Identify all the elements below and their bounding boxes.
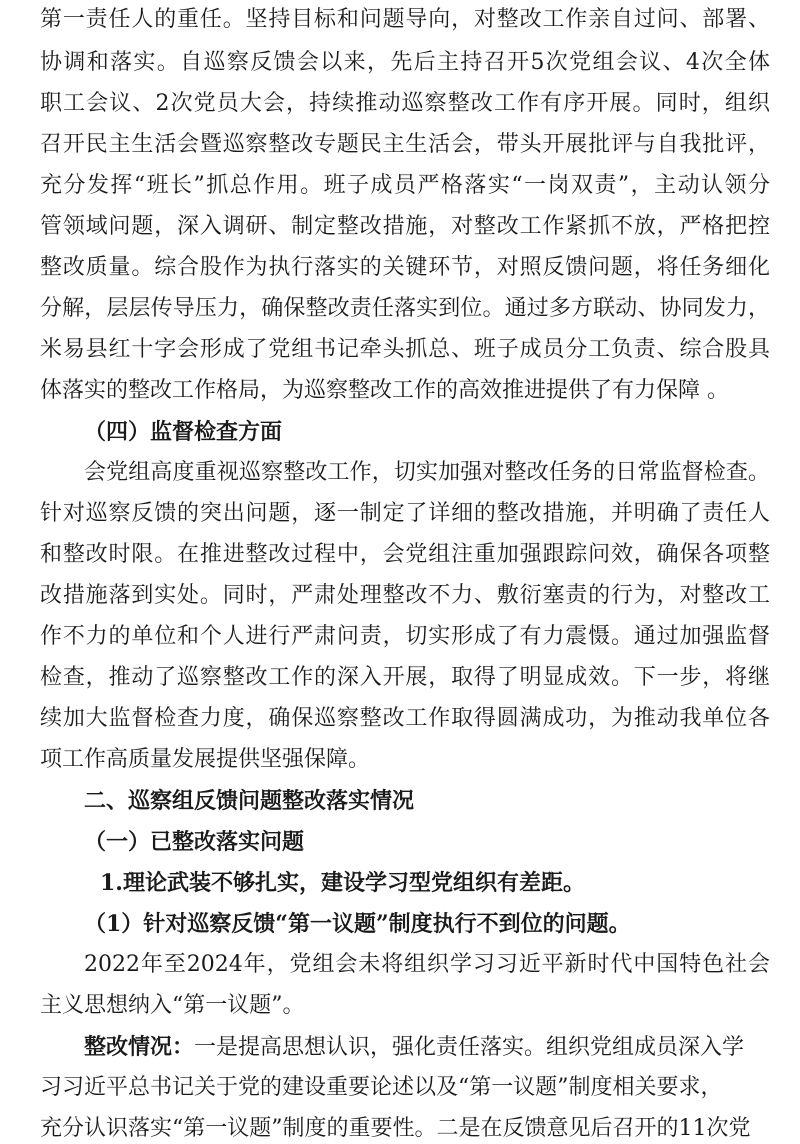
rectification-label: 整改情况： [84, 1034, 195, 1060]
section-heading: （四）监督检查方面 [84, 419, 283, 445]
rectification-text: 一是提高思想认识，强化责任落实。组织党组成员深入学 [194, 1035, 745, 1060]
rectification-line [84, 1032, 770, 1062]
body-text-line: 第一责任人的重任。坚持目标和问题导向，对整改工作亲自过问、部署、 [40, 7, 770, 32]
body-text-line: 管领域问题，深入调研、制定整改措施，对整改工作紧抓不放，严格把控 [40, 214, 770, 239]
item-heading: 1.理论武装不够扎实，建设学习型党组织有差距。 [100, 870, 585, 896]
body-text-line: 整改质量。综合股作为执行落实的关键环节，对照反馈问题，将任务细化 [40, 255, 770, 280]
body-text-line: 检查，推动了巡察整改工作的深入开展，取得了明显成效。下一步，将继 [40, 665, 770, 690]
body-text-line: 针对巡察反馈的突出问题，逐一制定了详细的整改措施，并明确了责任人 [40, 501, 770, 526]
sub-item-heading: （1）针对巡察反馈“第一议题”制度执行不到位的问题。 [84, 911, 631, 937]
body-text-line: 项工作高质量发展提供坚强保障。 [40, 747, 371, 772]
body-text-line: 续加大监督检查力度，确保巡察整改工作取得圆满成功，为推动我单位各 [40, 706, 770, 731]
body-text-line: 召开民主生活会暨巡察整改专题民主生活会，带头开展批评与自我批评， [40, 132, 770, 157]
rectification-line: 充分认识落实“第一议题”制度的重要性。二是在反馈意见后召开的11次党 [40, 1116, 751, 1141]
body-text-line: 充分发挥“班长”抓总作用。班子成员严格落实“一岗双责”，主动认领分 [40, 173, 770, 198]
body-text-line: 协调和落实。自巡察反馈会以来，先后主持召开5次党组会议、4次全体 [40, 50, 770, 75]
problem-text-line: 主义思想纳入“第一议题”。 [40, 993, 305, 1018]
body-text-line: 作不力的单位和个人进行严肃问责，切实形成了有力震慑。通过加强监督 [40, 624, 770, 649]
body-text-line: 和整改时限。在推进整改过程中，会党组注重加强跟踪问效，确保各项整 [40, 542, 770, 567]
subsection-heading: （一）已整改落实问题 [84, 829, 305, 855]
body-text-line: 体落实的整改工作格局，为巡察整改工作的高效推进提供了有力保障 。 [40, 378, 729, 403]
body-text-line: 分解，层层传导压力，确保整改责任落实到位。通过多方联动、协同发力， [40, 296, 770, 321]
body-text-line: 会党组高度重视巡察整改工作，切实加强对整改任务的日常监督检查。 [84, 460, 770, 485]
rectification-line: 习习近平总书记关于党的建设重要论述以及“第一议题”制度相关要求， [40, 1075, 723, 1100]
problem-text-line: 2022年至2024年，党组会未将组织学习习近平新时代中国特色社会 [84, 952, 770, 977]
body-text-line: 职工会议、2次党员大会，持续推动巡察整改工作有序开展。同时，组织 [40, 91, 770, 116]
body-text-line: 米易县红十字会形成了党组书记牵头抓总、班子成员分工负责、综合股具 [40, 337, 770, 362]
section-heading: 二、巡察组反馈问题整改落实情况 [84, 788, 415, 814]
body-text-line: 改措施落到实处。同时，严肃处理整改不力、敷衍塞责的行为，对整改工 [40, 583, 770, 608]
